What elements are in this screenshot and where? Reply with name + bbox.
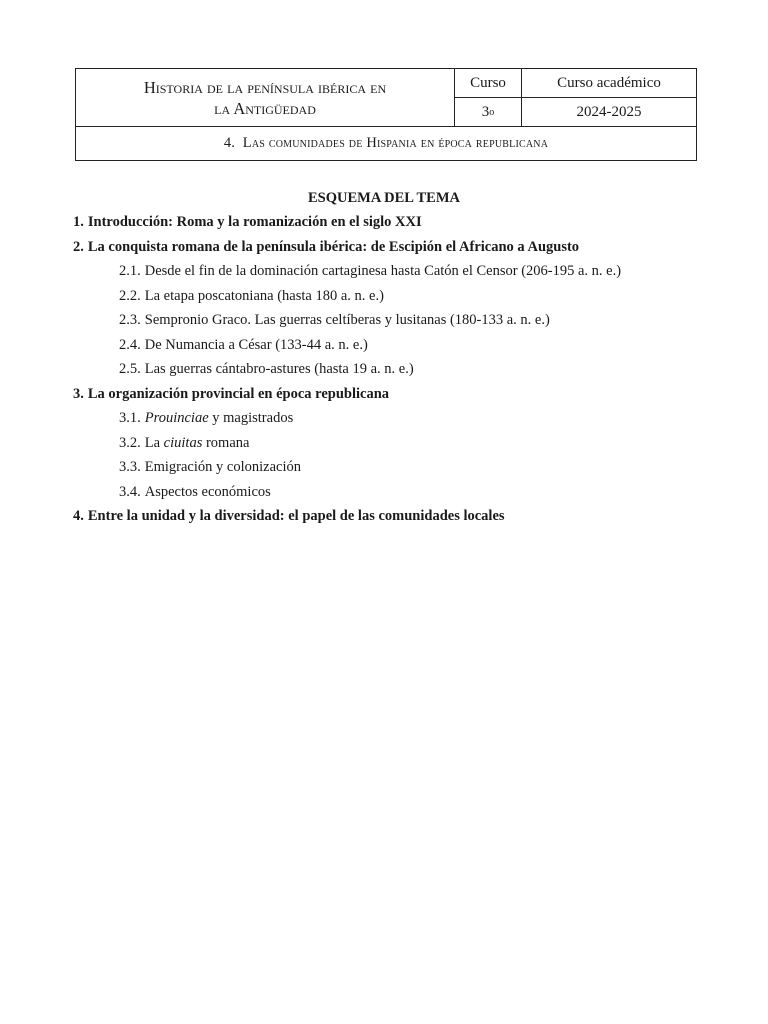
course-header-table [75, 68, 697, 161]
outline-item-number: 3.3. [119, 459, 141, 475]
outline-item-number: 3.1. [119, 410, 141, 426]
course-value [455, 98, 522, 127]
outline-item-number: 1. [73, 214, 84, 230]
subject-title-line1: Historia de la península ibérica en [143, 77, 387, 97]
outline-item-latin-term: Prouinciae [144, 410, 209, 426]
outline-item-number: 2.4. [119, 336, 141, 353]
outline-item-number: 3. [73, 385, 84, 402]
outline-subsection [73, 333, 713, 358]
topic-title [76, 127, 697, 161]
outline-item-number: 4. [73, 508, 84, 524]
outline-subsection [73, 259, 713, 284]
outline-item-text: y magistrados [208, 410, 294, 426]
outline-item-text: Introducción: Roma y la romanización en el siglo XXI [87, 214, 422, 230]
outline-item-number: 2.3. [119, 312, 141, 328]
outline-item-text: Emigración y colonización [144, 459, 301, 475]
outline-item-text: Aspectos económicos [144, 483, 271, 500]
subject-title [76, 69, 455, 127]
outline-item-text: La etapa poscatoniana (hasta 180 a. n. e.) [144, 287, 384, 304]
outline-item-text: Desde el fin de la dominación cartaginesa hasta Catón el Censor (206-195 a. n. e.) [144, 263, 622, 279]
topic-number: 4. [223, 135, 236, 151]
topic-title-text: Las comunidades de Hispania en época republicana [242, 135, 549, 151]
course-ordinal: o [489, 106, 495, 118]
outline-subsection [73, 284, 713, 309]
outline-section [73, 235, 713, 260]
outline-item-number: 3.2. [119, 434, 141, 451]
outline-item-text: Sempronio Graco. Las guerras celtíberas y lusitanas (180-133 a. n. e.) [144, 312, 550, 328]
outline-item-text: romana [202, 434, 250, 451]
outline-item-number: 2.5. [119, 361, 141, 377]
outline-item-text-prefix: La [144, 434, 164, 451]
outline-item-text: La organización provincial en época republicana [87, 385, 390, 402]
outline-section [73, 210, 713, 235]
outline-item-text: Entre la unidad y la diversidad: el papel de las comunidades locales [87, 508, 505, 524]
outline-section [73, 504, 713, 529]
academic-year-value: 2024-2025 [522, 98, 697, 127]
outline-subsection [73, 480, 713, 505]
topic-outline [73, 186, 713, 529]
outline-item-text: Las guerras cántabro-astures (hasta 19 a. n. e.) [144, 361, 414, 377]
outline-item-latin-term: ciuitas [163, 434, 203, 451]
outline-item-text: La conquista romana de la península ibérica: de Escipión el Africano a Augusto [87, 238, 580, 255]
outline-section [73, 382, 713, 407]
outline-item-number: 2. [73, 238, 84, 255]
course-label: Curso [455, 69, 522, 98]
outline-item-number: 2.1. [119, 263, 141, 279]
outline-item-number: 3.4. [119, 483, 141, 500]
outline-title: ESQUEMA DEL TEMA [307, 190, 461, 206]
outline-item-number: 2.2. [119, 287, 141, 304]
outline-subsection [73, 455, 713, 480]
outline-item-text: De Numancia a César (133-44 a. n. e.) [144, 336, 368, 353]
academic-year-label: Curso académico [522, 69, 697, 98]
outline-subsection [73, 406, 713, 431]
course-number: 3 [481, 103, 490, 120]
outline-subsection [73, 308, 713, 333]
subject-title-line2: la Antigüedad [214, 98, 316, 118]
outline-list [73, 210, 713, 529]
outline-subsection [73, 431, 713, 456]
outline-subsection [73, 357, 713, 382]
